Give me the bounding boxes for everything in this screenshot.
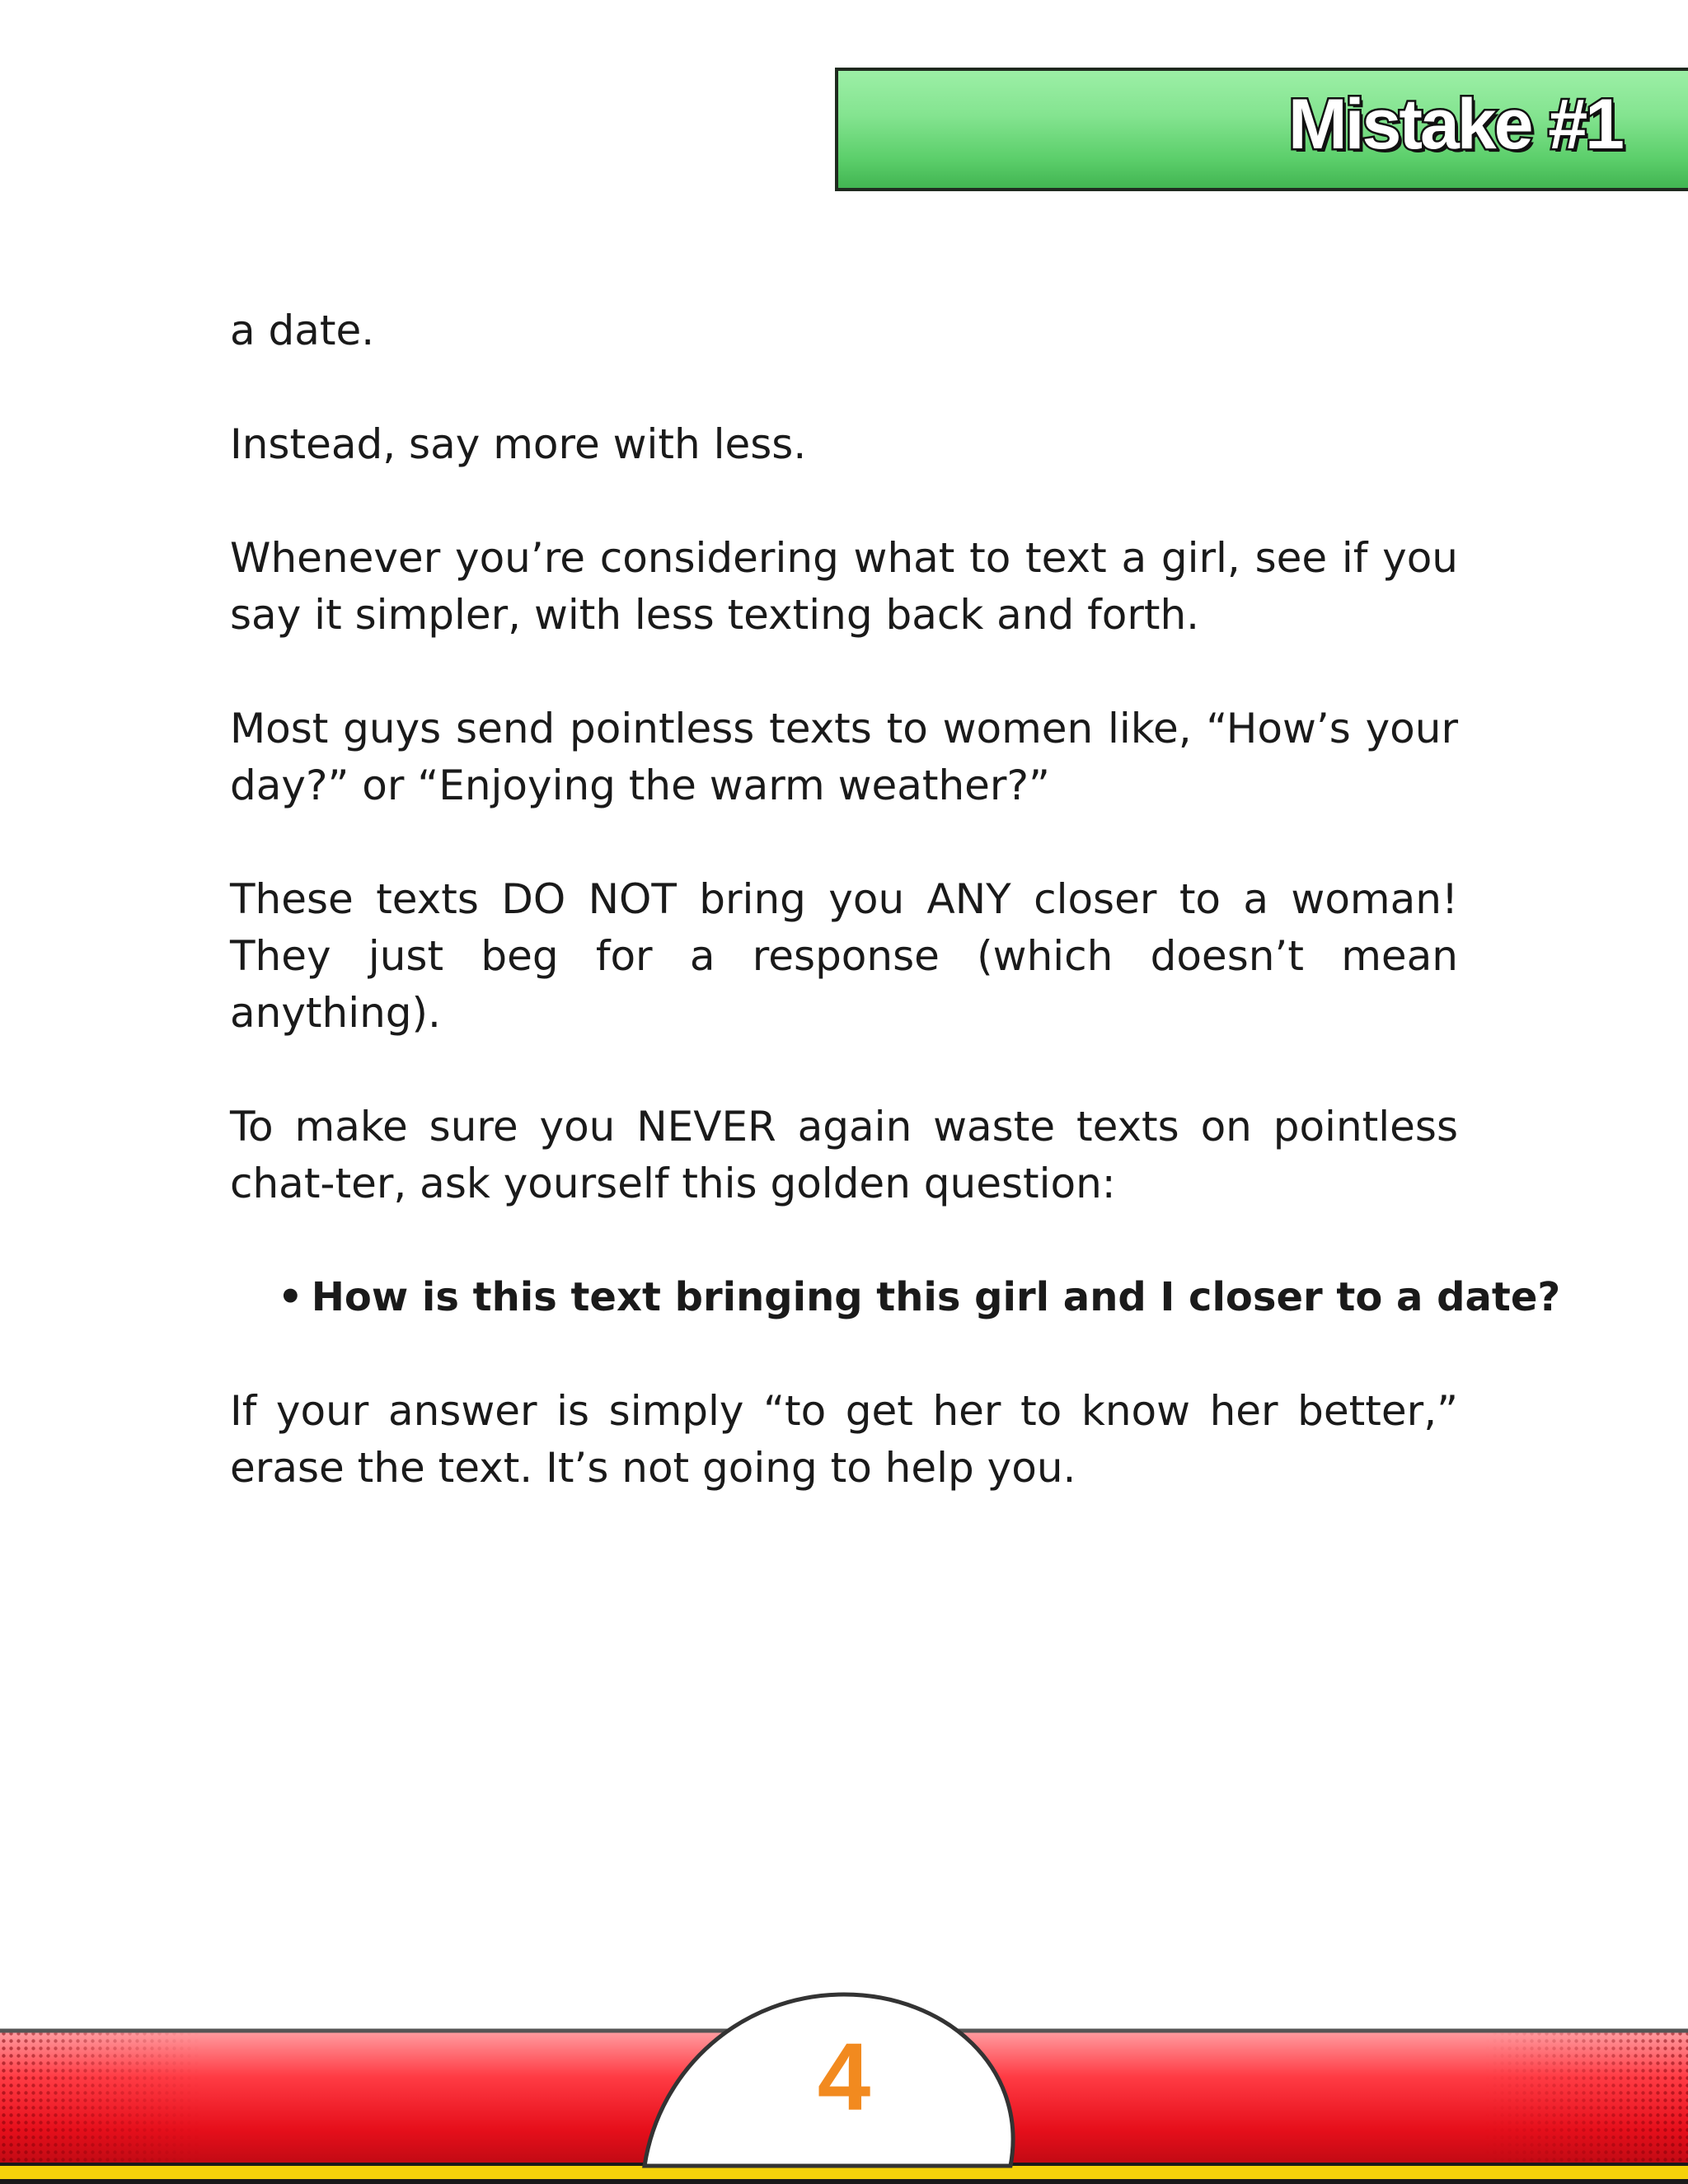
- paragraph: a date.: [230, 307, 375, 354]
- paragraph: To make sure you NEVER again waste texts on pointless chat-ter, ask yourself this golden question:: [230, 1103, 1458, 1207]
- page-body: [230, 302, 1561, 1554]
- bullet-icon: •: [278, 1274, 303, 1320]
- paragraph: Instead, say more with less.: [230, 420, 807, 468]
- paragraph: If your answer is simply “to get her to know her better,” erase the text. It’s not going to help you.: [230, 1387, 1458, 1492]
- chapter-title: Mistake #1: [1287, 85, 1622, 164]
- paragraph: Whenever you’re considering what to text a girl, see if you say it simpler, with less texting back and forth.: [230, 534, 1458, 639]
- paragraph: Most guys send pointless texts to women like, “How’s your day?” or “Enjoying the warm weather?”: [230, 705, 1458, 809]
- page-number: 4: [817, 2023, 871, 2130]
- golden-question: [278, 1269, 1561, 1326]
- golden-question-text: How is this text bringing this girl and I closer to a date?: [311, 1274, 1561, 1320]
- paragraph: These texts DO NOT bring you ANY closer to a woman! They just beg for a response (which doesn’t mean anything).: [230, 875, 1458, 1037]
- chapter-banner: [835, 68, 1688, 191]
